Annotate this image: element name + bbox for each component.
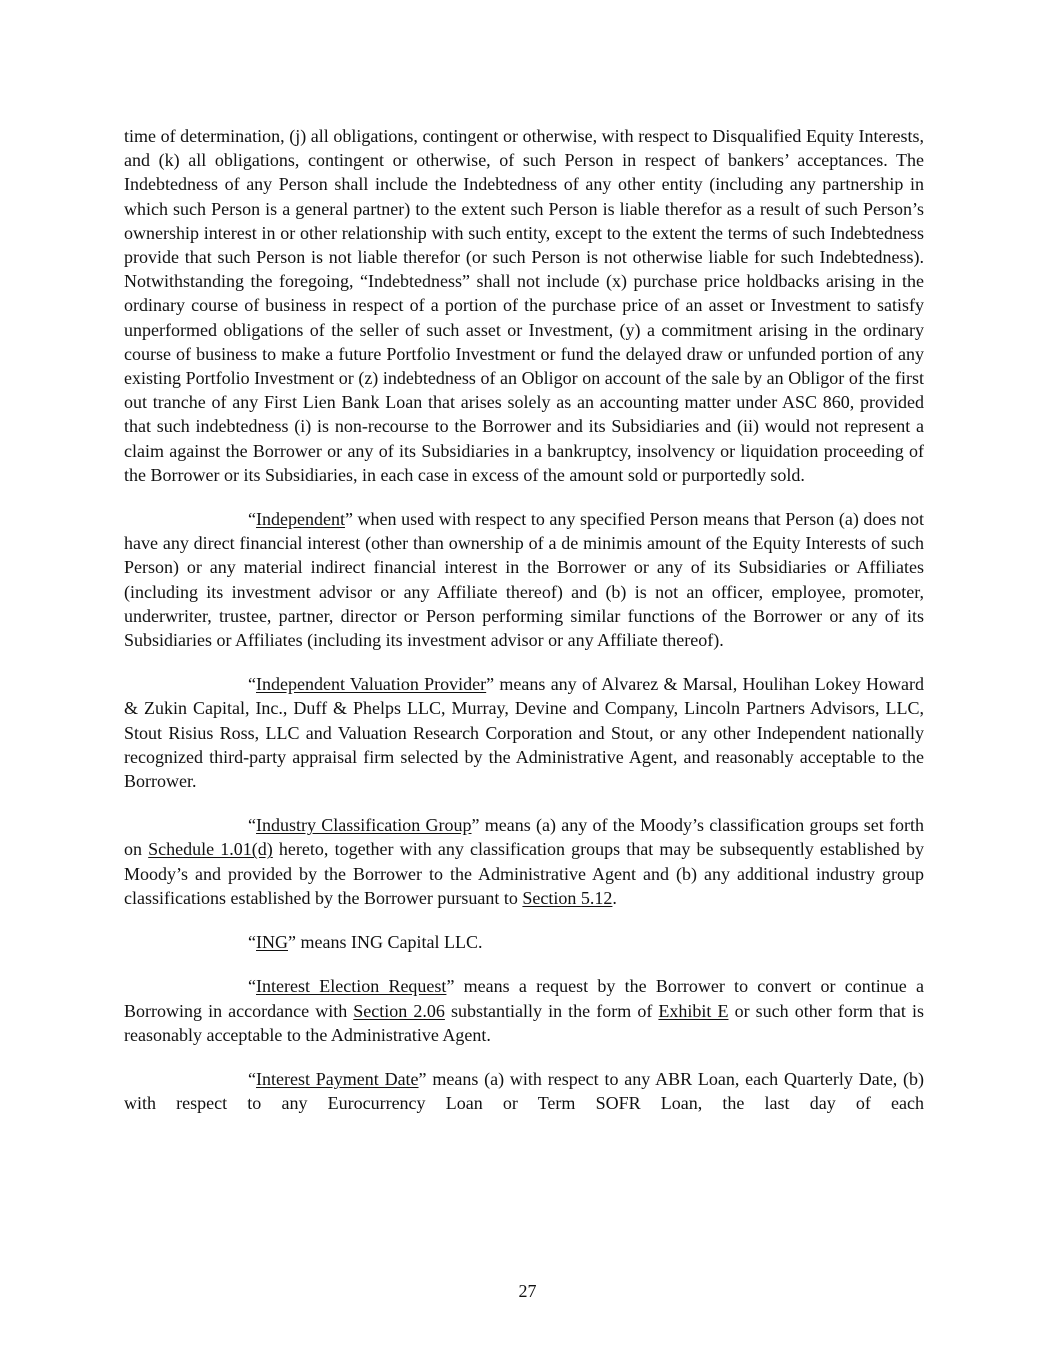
cross-reference-section: Section 2.06 <box>353 1000 445 1021</box>
document-page <box>124 124 924 1135</box>
open-quote: “ <box>248 509 256 530</box>
paragraph-text: time of determination, (j) all obligations, contingent or otherwise, with respect to Disqualified Equity Interests, and (k) all obligations, contingent or otherwise, of such Person in respect of bankers’ acceptances. The Indebtedness of any Person shall include the Indebtedness of any other entity (including any partnership in which such Person is a general partner) to the extent such Person is liable therefor as a result of such Person’s ownership interest in or other relationship with such entity, except to the extent the terms of such Indebtedness provide that such Person is not liable therefor (or such Person is not otherwise liable for such Indebtedness). Notwithstanding the foregoing, “Indebtedness” shall not include (x) purchase price holdbacks arising in the ordinary course of business in respect of a portion of the purchase price of an asset or Investment to satisfy unperformed obligations of the seller of such asset or Investment, (y) a commitment arising in the ordinary course of business to make a future Portfolio Investment or fund the delayed draw or unfunded portion of any existing Portfolio Investment or (z) indebtedness of an Obligor on account of the sale by an Obligor of the first out tranche of any First Lien Bank Loan that arises solely as an accounting matter under ASC 860, provided that such indebtedness (i) is non-recourse to the Borrower and its Subsidiaries and (ii) would not represent a claim against the Borrower or any of its Subsidiaries in a bankruptcy, insolvency or liquidation proceeding of the Borrower or its Subsidiaries, in each case in excess of the amount sold or purportedly sold. <box>124 126 924 485</box>
paragraph-indebtedness-continuation <box>124 124 924 487</box>
defined-term: Industry Classification Group <box>256 815 472 836</box>
cross-reference-schedule: Schedule 1.01(d) <box>148 839 273 860</box>
definition-text: ” when used with respect to any specified Person means that Person (a) does not have any direct financial interest (other than ownership of a de minimis amount of the Equity Interests of such Person) or any material indirect financial interest in the Borrower or any of its Subsidiaries or Affiliates (including its investment advisor or any Affiliate thereof) and (b) is not an officer, employee, promoter, underwriter, trustee, partner, director or Person performing similar functions of the Borrower or any of its Subsidiaries or Affiliates (including its investment advisor or any Affiliate thereof). <box>124 509 924 651</box>
cross-reference-section: Section 5.12 <box>522 887 613 908</box>
defined-term: Interest Payment Date <box>256 1068 419 1089</box>
defined-term: Interest Election Request <box>256 976 447 997</box>
page-number: 27 <box>518 1281 537 1301</box>
open-quote: “ <box>248 932 256 953</box>
definition-text-end: or such other form that is reasonably acceptable to the Administrative Agent. <box>124 1000 925 1045</box>
definition-independent <box>124 507 924 652</box>
definition-text: ” means ING Capital LLC. <box>288 932 483 953</box>
definition-interest-payment-date <box>124 1067 924 1115</box>
definition-interest-election-request <box>124 974 924 1047</box>
defined-term: Independent <box>256 509 345 530</box>
definition-industry-classification-group <box>124 813 924 910</box>
defined-term: Independent Valuation Provider <box>256 674 487 695</box>
defined-term: ING <box>256 932 288 953</box>
definition-text: substantially in the form of <box>444 1000 659 1021</box>
definition-text: ” means any of Alvarez & Marsal, Houlihan Lokey Howard & Zukin Capital, Inc., Duff & Phelps LLC, Murray, Devine and Company, Lincoln Partners Advisors, LLC, Stout Risius Ross, LLC and Valuation Research Corporation and Stout, or any other Independent nationally recognized third-party appraisal firm selected by the Administrative Agent, and reasonably acceptable to the Borrower. <box>124 674 924 792</box>
definition-independent-valuation-provider <box>124 672 924 793</box>
definition-text: ” means a request by the Borrower to convert or continue a Borrowing in accordance with <box>124 976 924 1021</box>
cross-reference-exhibit: Exhibit E <box>658 1000 729 1021</box>
open-quote: “ <box>248 815 256 836</box>
definition-text: ” means (a) any of the Moody’s classification groups set forth on <box>124 815 924 860</box>
definition-text-end: . <box>612 887 617 908</box>
definition-text: hereto, together with any classification groups that may be subsequently established by Moody’s and provided by the Borrower to the Administrative Agent and (b) any additional industry group classifications established by the Borrower pursuant to <box>124 839 924 908</box>
definition-text: ” means (a) with respect to any ABR Loan, each Quarterly Date, (b) with respect to any Eurocurrency Loan or Term SOFR Loan, the last day of each <box>124 1068 924 1114</box>
open-quote: “ <box>248 674 256 695</box>
definition-ing <box>124 930 924 954</box>
open-quote: “ <box>248 1068 256 1089</box>
open-quote: “ <box>248 976 256 997</box>
